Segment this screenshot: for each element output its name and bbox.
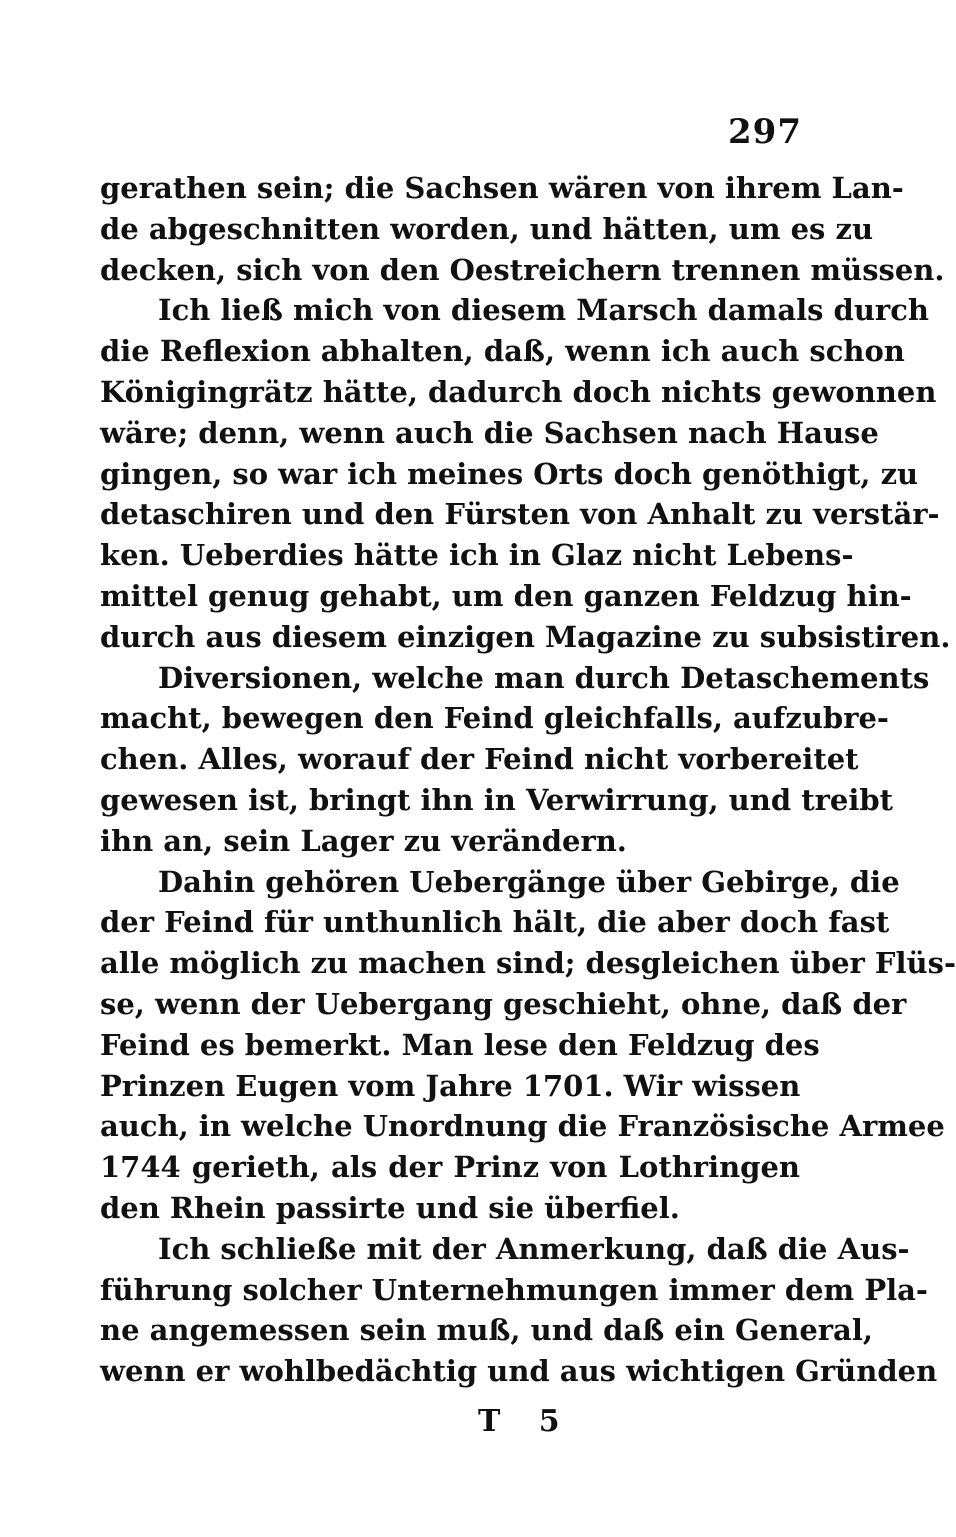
text-line: Königingrätz hätte, dadurch doch nichts gewonnen bbox=[100, 374, 937, 409]
text-line: wäre; denn, wenn auch die Sachsen nach Hause bbox=[100, 415, 879, 450]
text-line: der Feind für unthunlich hält, die aber doch fast bbox=[100, 905, 890, 940]
text-line: wenn er wohlbedächtig und aus wichtigen Gründen bbox=[100, 1354, 938, 1389]
text-line: Dahin gehören Uebergänge über Gebirge, die bbox=[158, 864, 900, 899]
text-line: Diversionen, welche man durch Detaschements bbox=[158, 660, 930, 695]
signature-mark: T 5 bbox=[478, 1404, 574, 1439]
text-line: decken, sich von den Oestreichern trennen müssen. bbox=[100, 252, 945, 287]
text-line: detaschiren und den Fürsten von Anhalt zu verstär- bbox=[100, 497, 940, 532]
text-line: chen. Alles, worauf der Feind nicht vorbereitet bbox=[100, 742, 859, 777]
text-line: auch, in welche Unordnung die Französische Armee bbox=[100, 1109, 945, 1144]
text-line: ne angemessen sein muß, und daß ein General, bbox=[100, 1313, 873, 1348]
text-line: de abgeschnitten worden, und hätten, um es zu bbox=[100, 211, 874, 246]
text-line: alle möglich zu machen sind; desgleichen über Flüs- bbox=[100, 946, 956, 981]
text-line: macht, bewegen den Feind gleichfalls, aufzubre- bbox=[100, 701, 889, 736]
text-line: mittel genug gehabt, um den ganzen Feldzug hin- bbox=[100, 578, 912, 613]
text-line: Ich schließe mit der Anmerkung, daß die Aus- bbox=[158, 1231, 910, 1266]
page-number: 297 bbox=[728, 112, 802, 152]
text-line: gewesen ist, bringt ihn in Verwirrung, und treibt bbox=[100, 782, 894, 817]
text-line: durch aus diesem einzigen Magazine zu subsistiren. bbox=[100, 619, 951, 654]
body-text bbox=[100, 168, 956, 1392]
text-line: ihn an, sein Lager zu verändern. bbox=[100, 823, 627, 858]
text-line: Feind es bemerkt. Man lese den Feldzug des bbox=[100, 1027, 820, 1062]
text-line: ken. Ueberdies hätte ich in Glaz nicht Lebens- bbox=[100, 538, 854, 573]
text-line: 1744 gerieth, als der Prinz von Lothringen bbox=[100, 1150, 800, 1185]
text-line: gerathen sein; die Sachsen wären von ihrem Lan- bbox=[100, 171, 904, 205]
text-line: Prinzen Eugen vom Jahre 1701. Wir wissen bbox=[100, 1068, 801, 1103]
text-line: se, wenn der Uebergang geschieht, ohne, daß der bbox=[100, 986, 907, 1021]
text-line: führung solcher Unternehmungen immer dem Pla- bbox=[100, 1272, 928, 1307]
text-line: die Reflexion abhalten, daß, wenn ich auch schon bbox=[100, 334, 905, 369]
text-line: Ich ließ mich von diesem Marsch damals durch bbox=[158, 293, 929, 328]
text-line: gingen, so war ich meines Orts doch genöthigt, zu bbox=[100, 456, 919, 491]
text-line: den Rhein passirte und sie überfiel. bbox=[100, 1190, 680, 1225]
